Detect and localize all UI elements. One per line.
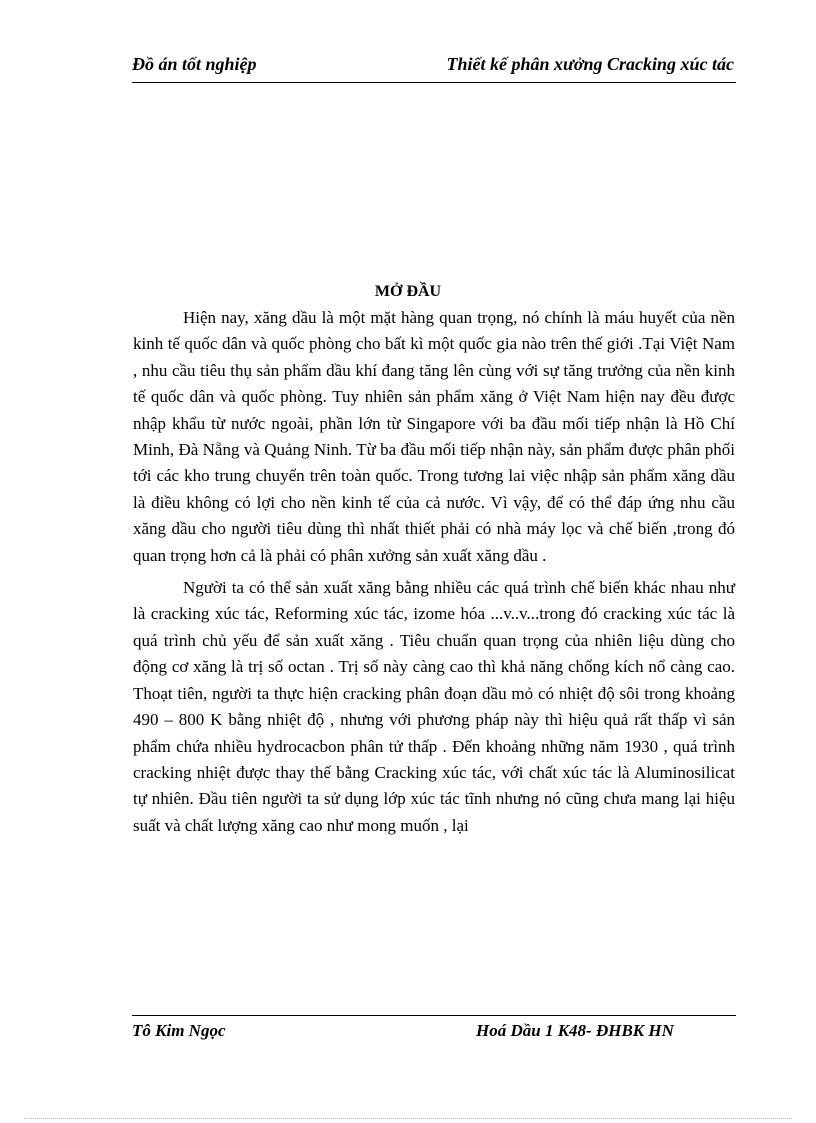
section-title: MỞ ĐẦU [374, 283, 442, 300]
header-right-title: Thiết kế phân xưởng Cracking xúc tác [446, 54, 734, 74]
body-text [133, 305, 735, 839]
page-bottom-dotted-line [24, 1118, 792, 1119]
footer-class: Hoá Dầu 1 K48- ĐHBK HN [476, 1021, 674, 1040]
page-footer [132, 1015, 736, 1046]
paragraph-1: Hiện nay, xăng dầu là một mặt hàng quan trọng, nó chính là máu huyết của nền kinh tế quốc dân và quốc phòng cho bất kì một quốc gia nào trên thế giới .Tại Việt Nam , nhu cầu tiêu thụ sản phẩm dầu khí đang tăng lên cùng với sự tăng trưởng của nền kinh tế quốc dân và quốc phòng. Tuy nhiên sản phẩm xăng ở Việt Nam hiện nay đều được nhập khẩu từ nước ngoài, phần lớn từ Singapore với ba đầu mối tiếp nhận là Hồ Chí Minh, Đà Nẵng và Quảng Ninh. Từ ba đầu mối tiếp nhận này, sản phẩm được phân phối tới các kho trung chuyển trên toàn quốc. Trong tương lai việc nhập sản phẩm xăng dầu là điều không có lợi cho nền kinh tế của cả nước. Vì vậy, để có thể đáp ứng nhu cầu xăng dầu cho người tiêu dùng thì nhất thiết phải có nhà máy lọc và chế biến ,trong đó quan trọng hơn cả là phải có phân xưởng sản xuất xăng dầu . [133, 308, 735, 565]
header-left-title: Đồ án tốt nghiệp [132, 54, 257, 74]
page-header [132, 52, 736, 83]
paragraph-2: Người ta có thể sản xuất xăng bằng nhiều các quá trình chế biến khác nhau như là cracking xúc tác, Reforming xúc tác, izome hóa ...v..v...trong đó cracking xúc tác là quá trình chủ yếu để sản xuất xăng . Tiêu chuẩn quan trọng của nhiên liệu dùng cho động cơ xăng là trị số octan . Trị số này càng cao thì khả năng chống kích nổ càng cao. Thoạt tiên, người ta thực hiện cracking phân đoạn dầu mỏ có nhiệt độ sôi trong khoảng 490 – 800 K bằng nhiệt độ , nhưng với phương pháp này thì hiệu quả rất thấp vì sản phẩm chứa nhiều hydrocacbon phân tử thấp . Đến khoảng những năm 1930 , quá trình cracking nhiệt được thay thế bằng Cracking xúc tác, với chất xúc tác là Aluminosilicat tự nhiên. Đầu tiên người ta sử dụng lớp xúc tác tĩnh nhưng nó cũng chưa mang lại hiệu suất và chất lượng xăng cao như mong muốn , lại [133, 578, 735, 835]
footer-author: Tô Kim Ngọc [132, 1021, 226, 1040]
